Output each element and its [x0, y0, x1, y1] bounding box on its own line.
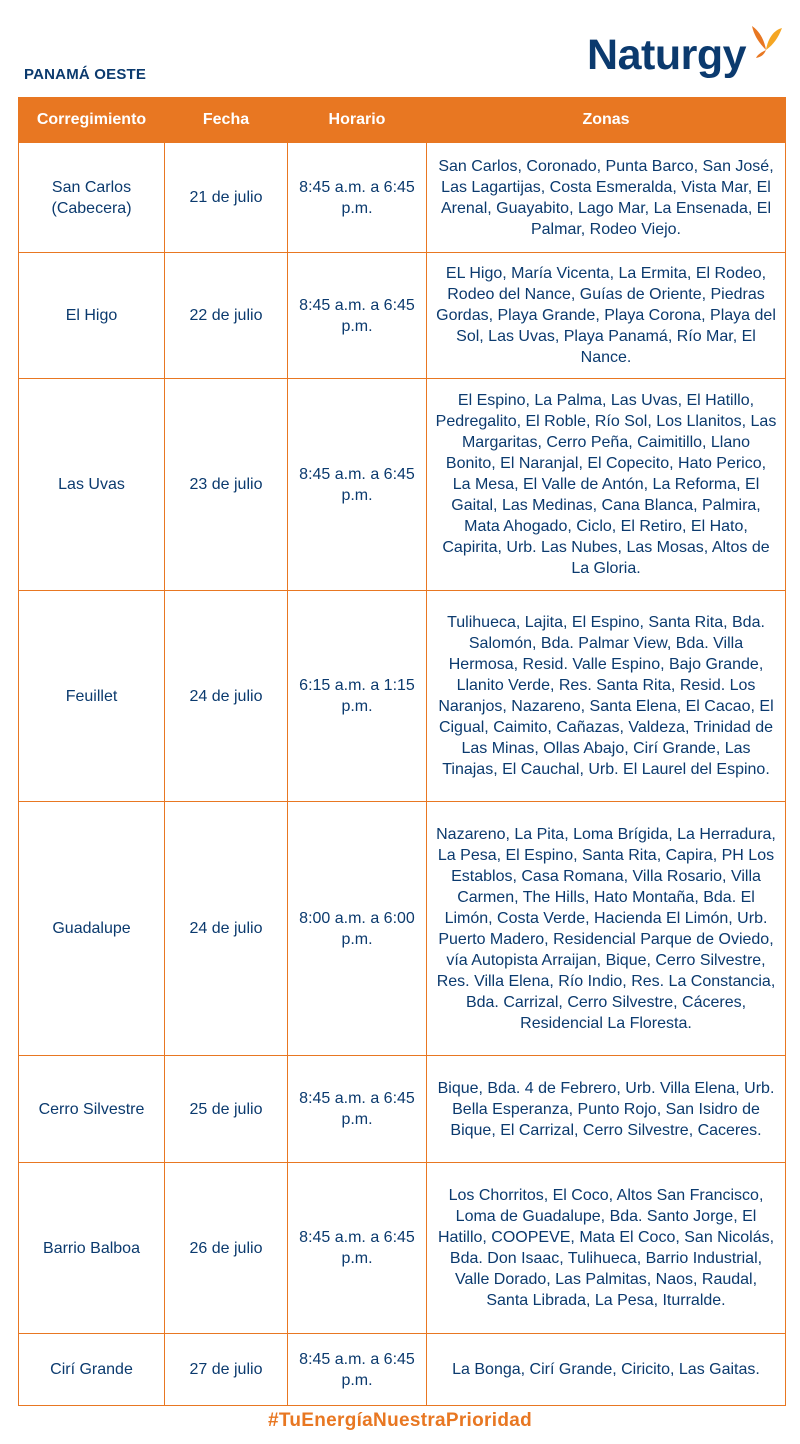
cell-zonas: El Espino, La Palma, Las Uvas, El Hatillo, Pedregalito, El Roble, Río Sol, Los Llanitos, Las Margaritas, Cerro Peña, Caimitillo, Llano Bonito, El Naranjal, El Copecito, Hato Perico, La Mesa, El Valle de Antón, La Reforma, El Gaital, Las Medinas, Cana Blanca, Palmira, Mata Ahogado, Ciclo, El Retiro, El Hato, Capirita, Urb. Las Nubes, Las Mosas, Altos de La Gloria.: [427, 379, 786, 591]
cell-horario: 8:45 a.m. a 6:45 p.m.: [288, 1056, 427, 1163]
cell-fecha: 21 de julio: [165, 143, 288, 253]
cell-zonas: San Carlos, Coronado, Punta Barco, San José, Las Lagartijas, Costa Esmeralda, Vista Mar, El Arenal, Guayabito, Lago Mar, La Ensenada, El Palmar, Rodeo Viejo.: [427, 143, 786, 253]
cell-fecha: 26 de julio: [165, 1163, 288, 1334]
table-row: [19, 253, 786, 379]
table-row: [19, 591, 786, 802]
table-row: [19, 1163, 786, 1334]
cell-fecha: 23 de julio: [165, 379, 288, 591]
region-title: PANAMÁ OESTE: [24, 66, 147, 83]
cell-horario: 8:45 a.m. a 6:45 p.m.: [288, 379, 427, 591]
table-row: [19, 379, 786, 591]
cell-corregimiento: El Higo: [19, 253, 165, 379]
cell-zonas: La Bonga, Cirí Grande, Ciricito, Las Gaitas.: [427, 1334, 786, 1406]
butterfly-icon: [748, 22, 784, 62]
table-row: [19, 143, 786, 253]
cell-corregimiento: Guadalupe: [19, 802, 165, 1056]
cell-fecha: 25 de julio: [165, 1056, 288, 1163]
table-row: [19, 1334, 786, 1406]
naturgy-logo: [587, 22, 784, 77]
cell-horario: 6:15 a.m. a 1:15 p.m.: [288, 591, 427, 802]
table-row: [19, 1056, 786, 1163]
cell-fecha: 22 de julio: [165, 253, 288, 379]
cell-corregimiento: Cirí Grande: [19, 1334, 165, 1406]
cell-corregimiento: Barrio Balboa: [19, 1163, 165, 1334]
cell-fecha: 24 de julio: [165, 591, 288, 802]
cell-zonas: Tulihueca, Lajita, El Espino, Santa Rita, Bda. Salomón, Bda. Palmar View, Bda. Villa Hermosa, Resid. Valle Espino, Bajo Grande, Llanito Verde, Res. Santa Rita, Resid. Los Naranjos, Nazareno, Santa Elena, El Cacao, El Cigual, Caimito, Cañazas, Valdeza, Trinidad de Las Minas, Ollas Abajo, Cirí Grande, Las Tinajas, El Cauchal, Urb. El Laurel del Espino.: [427, 591, 786, 802]
header-zonas: Zonas: [427, 98, 786, 143]
cell-corregimiento: Cerro Silvestre: [19, 1056, 165, 1163]
cell-zonas: Nazareno, La Pita, Loma Brígida, La Herradura, La Pesa, El Espino, Santa Rita, Capira, PH Los Establos, Casa Romana, Villa Rosario, Villa Carmen, The Hills, Hato Montaña, Bda. El Limón, Costa Verde, Hacienda El Limón, Urb. Puerto Madero, Residencial Parque de Oviedo, vía Autopista Arraijan, Bique, Cerro Silvestre, Res. Villa Elena, Río Indio, Res. La Constancia, Bda. Carrizal, Cerro Silvestre, Cáceres, Residencial La Floresta.: [427, 802, 786, 1056]
cell-corregimiento: Feuillet: [19, 591, 165, 802]
cell-horario: 8:45 a.m. a 6:45 p.m.: [288, 1163, 427, 1334]
cell-horario: 8:00 a.m. a 6:00 p.m.: [288, 802, 427, 1056]
footer-hashtag: #TuEnergíaNuestraPrioridad: [267, 1410, 532, 1431]
cell-horario: 8:45 a.m. a 6:45 p.m.: [288, 253, 427, 379]
table-header-row: [19, 98, 786, 143]
schedule-table: [18, 97, 786, 1406]
header-horario: Horario: [288, 98, 427, 143]
cell-fecha: 27 de julio: [165, 1334, 288, 1406]
header-corregimiento: Corregimiento: [19, 98, 165, 143]
cell-horario: 8:45 a.m. a 6:45 p.m.: [288, 1334, 427, 1406]
cell-zonas: Bique, Bda. 4 de Febrero, Urb. Villa Elena, Urb. Bella Esperanza, Punto Rojo, San Isidro de Bique, El Carrizal, Cerro Silvestre, Caceres.: [427, 1056, 786, 1163]
cell-corregimiento: Las Uvas: [19, 379, 165, 591]
cell-corregimiento: San Carlos (Cabecera): [19, 143, 165, 253]
header-fecha: Fecha: [165, 98, 288, 143]
cell-horario: 8:45 a.m. a 6:45 p.m.: [288, 143, 427, 253]
table-row: [19, 802, 786, 1056]
cell-zonas: Los Chorritos, El Coco, Altos San Francisco, Loma de Guadalupe, Bda. Santo Jorge, El Hatillo, COOPEVE, Mata El Coco, San Nicolás, Bda. Don Isaac, Tulihueca, Barrio Industrial, Valle Dorado, Las Palmitas, Naos, Raudal, Santa Librada, La Pesa, Iturralde.: [427, 1163, 786, 1334]
logo-wordmark: Naturgy: [587, 31, 746, 79]
cell-zonas: EL Higo, María Vicenta, La Ermita, El Rodeo, Rodeo del Nance, Guías de Oriente, Piedras Gordas, Playa Grande, Playa Corona, Playa del Sol, Las Uvas, Playa Panamá, Río Mar, El Nance.: [427, 253, 786, 379]
cell-fecha: 24 de julio: [165, 802, 288, 1056]
